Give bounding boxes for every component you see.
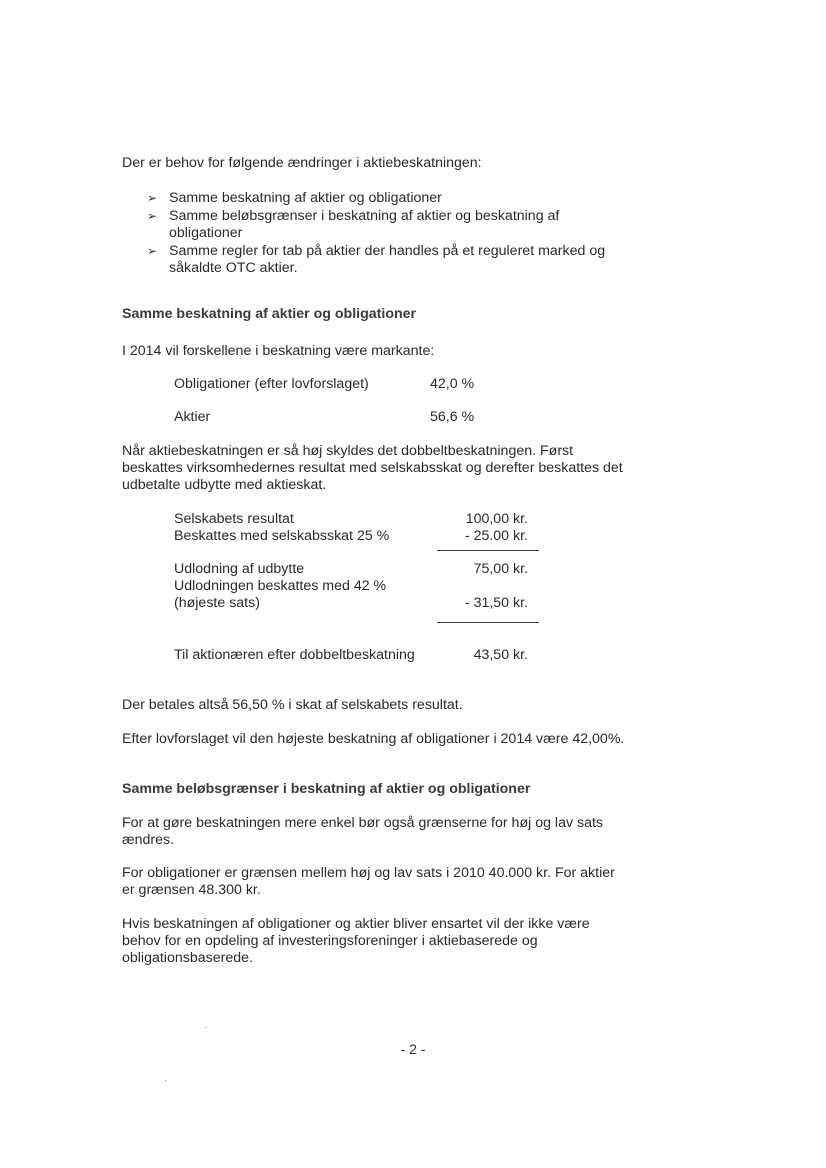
paragraph-line: For obligationer er grænsen mellem høj og lav sats i 2010 40.000 kr. For aktier xyxy=(122,865,615,881)
paragraph-line: obligationsbaserede. xyxy=(122,950,253,966)
change-list xyxy=(147,190,667,278)
arrow-bullet-icon: ➢ xyxy=(147,209,158,223)
list-item-text-continued: obligationer xyxy=(169,225,243,241)
paragraph-line: udbetalte udbytte med aktieskat. xyxy=(122,477,327,493)
calc-label: Udlodning af udbytte xyxy=(174,561,305,577)
calc-value: - 25.00 kr. xyxy=(464,528,528,544)
calc-label: Udlodningen beskattes med 42 % xyxy=(174,578,387,594)
rate-label: Aktier xyxy=(174,409,211,425)
paragraph-line: er grænsen 48.300 kr. xyxy=(122,882,261,898)
paragraph-line: ændres. xyxy=(122,832,175,848)
calc-label: Selskabets resultat xyxy=(174,511,294,527)
page-number: - 2 - xyxy=(400,1041,426,1057)
list-item-text: Samme regler for tab på aktier der handles på et reguleret marked og xyxy=(169,243,606,259)
section-heading: Samme beskatning af aktier og obligationer xyxy=(122,306,417,322)
paragraph-line: beskattes virksomhedernes resultat med selskabsskat og derefter beskattes det xyxy=(122,460,623,476)
arrow-bullet-icon: ➢ xyxy=(147,191,158,205)
calc-total-label: Til aktionæren efter dobbeltbeskatning xyxy=(174,647,415,663)
list-item-text: Samme beløbsgrænser i beskatning af aktier og beskatning af xyxy=(169,208,560,224)
list-item-text: Samme beskatning af aktier og obligationer xyxy=(169,190,442,206)
scan-speck xyxy=(165,1080,166,1081)
rate-label: Obligationer (efter lovforslaget) xyxy=(174,376,369,392)
intro-text: Der er behov for følgende ændringer i aktiebeskatningen: xyxy=(122,155,482,171)
calc-value: 75,00 kr. xyxy=(473,561,528,577)
section-heading: Samme beløbsgrænser i beskatning af aktier og obligationer xyxy=(122,781,531,797)
list-item xyxy=(147,243,667,277)
conclusion-text: Der betales altså 56,50 % i skat af selskabets resultat. xyxy=(122,697,463,713)
calc-label: Beskattes med selskabsskat 25 % xyxy=(174,528,390,544)
conclusion-text: Efter lovforslaget vil den højeste beskatning af obligationer i 2014 være 42,00%. xyxy=(122,731,625,747)
calc-label: (højeste sats) xyxy=(174,595,260,611)
total-rule xyxy=(437,622,539,623)
paragraph-line: Hvis beskatningen af obligationer og aktier bliver ensartet vil der ikke være xyxy=(122,916,590,932)
calc-value: 100,00 kr. xyxy=(465,511,528,527)
calc-value: - 31,50 kr. xyxy=(464,595,528,611)
list-item-text-continued: såkaldte OTC aktier. xyxy=(169,260,298,276)
paragraph-line: behov for en opdeling af investeringsforeninger i aktiebaserede og xyxy=(122,933,538,949)
rate-value: 56,6 % xyxy=(430,409,475,425)
subtotal-rule xyxy=(437,550,539,551)
section-intro: I 2014 vil forskellene i beskatning være markante: xyxy=(122,343,435,359)
list-item xyxy=(147,190,667,207)
rate-value: 42,0 % xyxy=(430,376,475,392)
list-item xyxy=(147,208,667,242)
paragraph-line: For at gøre beskatningen mere enkel bør også grænserne for høj og lav sats xyxy=(122,815,604,831)
paragraph-line: Når aktiebeskatningen er så høj skyldes det dobbeltbeskatningen. Først xyxy=(122,443,574,459)
scan-speck xyxy=(205,1027,206,1028)
calc-total-value: 43,50 kr. xyxy=(473,647,528,663)
arrow-bullet-icon: ➢ xyxy=(147,244,158,258)
